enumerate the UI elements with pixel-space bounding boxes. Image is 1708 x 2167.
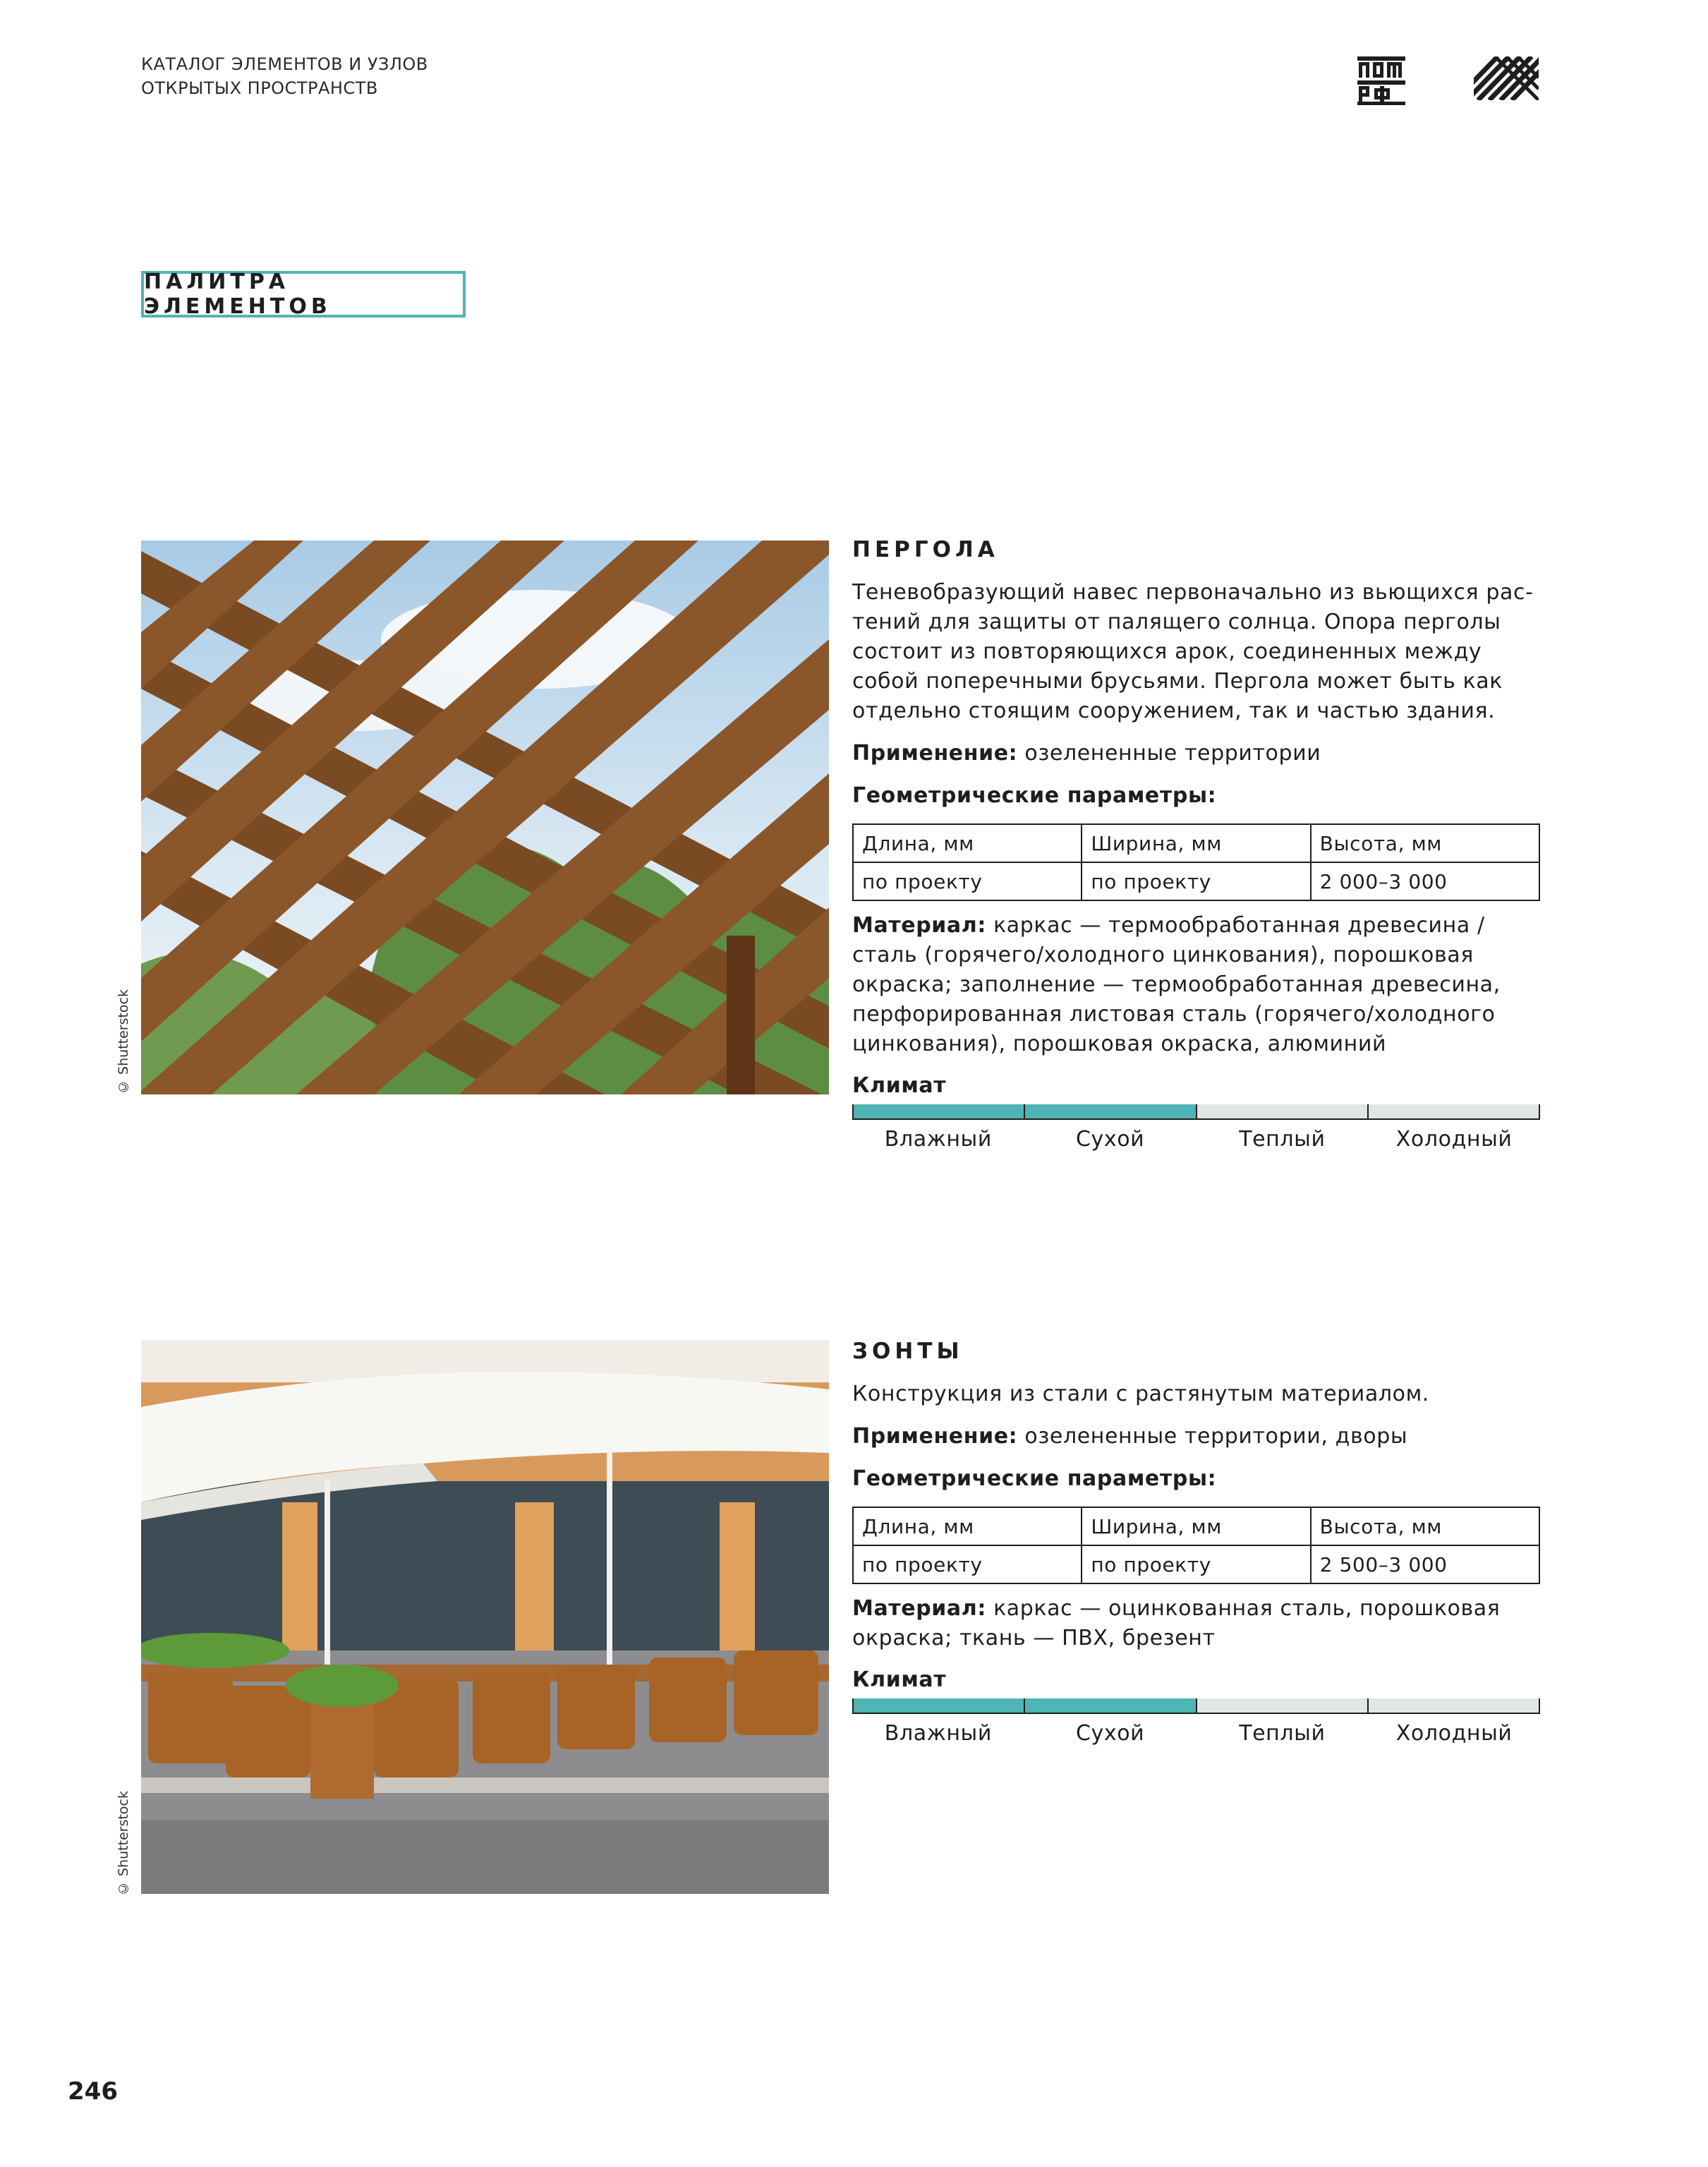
- material-line: [852, 1594, 1540, 1653]
- dom-rf-logo: [1356, 55, 1407, 106]
- climate-label-cold: Холодный: [1395, 1721, 1513, 1746]
- umbrellas-item: [852, 1336, 1540, 1746]
- climate-label-cold: Холодный: [1395, 1127, 1513, 1152]
- climate-label: Климат: [852, 1667, 947, 1692]
- climate-segment-cold: [1367, 1104, 1540, 1118]
- item-title: ПЕРГОЛА: [852, 537, 999, 562]
- table-row: [853, 1507, 1539, 1545]
- geometry-table: [852, 823, 1540, 901]
- material-value: каркас — термообработанная древесина / сталь (горячего/холодного цинкования), порошковая окраска; заполнение — термообработанная древесина, перфорированная листовая сталь (горячего/холодного цинкования), порошковая окраска, алюминий: [852, 913, 1501, 1056]
- geometry-table: [852, 1507, 1540, 1584]
- climate-label-humid: Влажный: [884, 1127, 992, 1152]
- geometry-label: Геометрические параметры:: [852, 783, 1217, 808]
- table-cell: по проекту: [853, 862, 1082, 900]
- photo-credit: © Shutterstock: [116, 1790, 131, 1896]
- climate-segment-dry: [1024, 1104, 1195, 1118]
- table-cell: по проекту: [1082, 862, 1310, 900]
- material-label: Материал:: [852, 913, 986, 938]
- item-title: ЗОНТЫ: [852, 1339, 964, 1364]
- pattern-logo: [1474, 56, 1539, 100]
- umbrellas-photo: [141, 1340, 829, 1894]
- climate-segment-dry: [1024, 1698, 1195, 1713]
- material-line: [852, 911, 1540, 1059]
- material-label: Материал:: [852, 1596, 986, 1621]
- table-header-cell: Высота, мм: [1311, 1507, 1539, 1545]
- climate-label-humid: Влажный: [884, 1721, 992, 1746]
- material-value: каркас — оцинкованная сталь, порошковая окраска; ткань — ПВХ, брезент: [852, 1596, 1501, 1650]
- pergola-photo: [141, 541, 829, 1094]
- climate-label-warm: Теплый: [1239, 1721, 1326, 1746]
- section-label: ПАЛИТРА ЭЛЕМЕНТОВ: [141, 271, 466, 318]
- climate-label-warm: Теплый: [1239, 1127, 1326, 1152]
- table-header-cell: Длина, мм: [853, 1507, 1082, 1545]
- table-row: [853, 1545, 1539, 1583]
- table-cell: 2 500–3 000: [1311, 1545, 1539, 1583]
- climate-label-dry: Сухой: [1075, 1127, 1145, 1152]
- table-header-cell: Длина, мм: [853, 824, 1082, 862]
- photo-credit: © Shutterstock: [116, 989, 131, 1094]
- table-cell: по проекту: [1082, 1545, 1310, 1583]
- table-row: [853, 862, 1539, 900]
- catalog-title: [141, 52, 428, 100]
- table-row: [853, 824, 1539, 862]
- climate-bar: [852, 1104, 1540, 1120]
- climate-segment-cold: [1367, 1698, 1540, 1713]
- table-cell: по проекту: [853, 1545, 1082, 1583]
- application-line: [852, 739, 1540, 768]
- climate-segment-humid: [852, 1698, 1024, 1713]
- climate-segment-humid: [852, 1104, 1024, 1118]
- application-value: озелененные территории, дворы: [1017, 1424, 1408, 1449]
- table-header-cell: Ширина, мм: [1082, 1507, 1310, 1545]
- table-header-cell: Высота, мм: [1311, 824, 1539, 862]
- climate-segment-warm: [1196, 1104, 1367, 1118]
- climate-label-dry: Сухой: [1075, 1721, 1145, 1746]
- application-label: Применение:: [852, 741, 1018, 766]
- climate-bar: [852, 1698, 1540, 1714]
- application-line: [852, 1422, 1540, 1451]
- application-label: Применение:: [852, 1424, 1018, 1449]
- climate-labels: [852, 1127, 1540, 1152]
- climate-label: Климат: [852, 1073, 947, 1098]
- climate-labels: [852, 1721, 1540, 1746]
- climate-segment-warm: [1196, 1698, 1367, 1713]
- page-number: 246: [68, 2077, 118, 2106]
- table-header-cell: Ширина, мм: [1082, 824, 1310, 862]
- item-description: Теневобразующий навес первоначально из вьющихся рас-тений для защиты от палящего солнца. Опора перголы состоит из повторяющихся арок, соединенных между собой поперечными брусьями. Пергола может быть как отдельно стоящим сооружением, так и частью здания.: [852, 580, 1534, 723]
- table-cell: 2 000–3 000: [1311, 862, 1539, 900]
- catalog-title-line1: КАТАЛОГ ЭЛЕМЕНТОВ И УЗЛОВ: [141, 54, 428, 74]
- geometry-label: Геометрические параметры:: [852, 1466, 1217, 1491]
- application-value: озелененные территории: [1017, 741, 1321, 766]
- pergola-item: [852, 534, 1540, 1152]
- catalog-title-line2: ОТКРЫТЫХ ПРОСТРАНСТВ: [141, 78, 378, 98]
- item-description: Конструкция из стали с растянутым материалом.: [852, 1382, 1429, 1406]
